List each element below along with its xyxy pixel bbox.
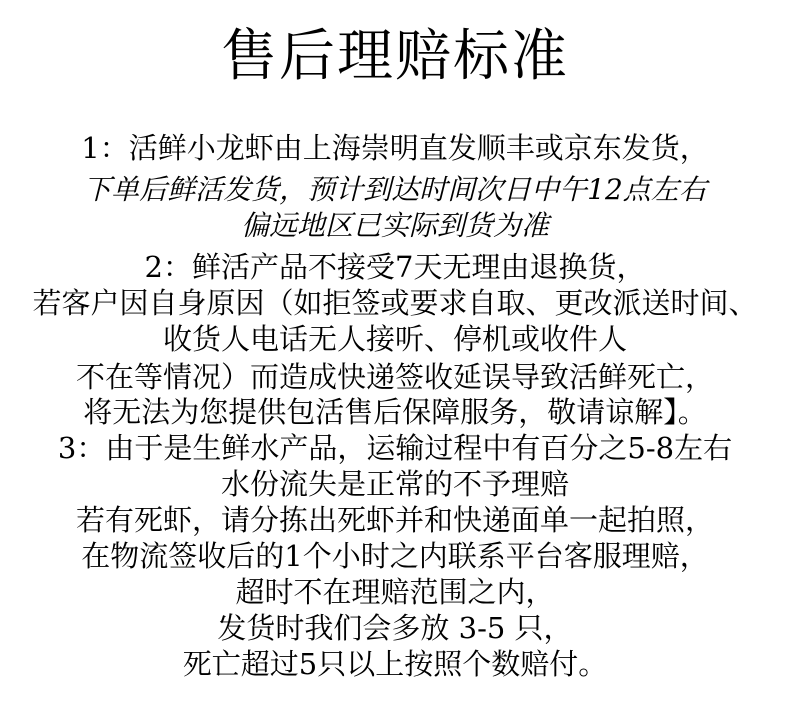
- policy-line-12: 在物流签收后的1个小时之内联系平台客服理赔，: [81, 539, 709, 573]
- policy-line-14: 发货时我们会多放 3-5 只，: [217, 611, 573, 645]
- policy-line-15: 死亡超过5只以上按照个数赔付。: [182, 647, 608, 681]
- policy-line-9: 3：由于是生鲜水产品，运输过程中有百分之5-8左右: [57, 431, 733, 465]
- policy-line-1: 1：活鲜小龙虾由上海崇明直发顺丰或京东发货，: [81, 131, 709, 165]
- policy-line-8: 将无法为您提供包活售后保障服务，敬请谅解】。: [83, 395, 707, 429]
- policy-line-7: 不在等情况）而造成快递签收延误导致活鲜死亡，: [75, 360, 714, 394]
- policy-line-5: 若客户因自身原因（如拒签或要求自取、更改派送时间、: [32, 286, 758, 320]
- policy-line-6: 收货人电话无人接听、停机或收件人: [162, 322, 627, 356]
- policy-line-4: 2：鲜活产品不接受7天无理由退换货，: [144, 250, 646, 284]
- policy-line-11: 若有死虾，请分拣出死虾并和快递面单一起拍照，: [75, 503, 714, 537]
- page-title: 售后理赔标准: [221, 24, 569, 89]
- policy-line-3: 偏远地区已实际到货为准: [240, 209, 549, 242]
- policy-line-13: 超时不在理赔范围之内，: [235, 575, 555, 609]
- policy-line-2: 下单后鲜活发货，预计到达时间次日中午12点左右: [83, 173, 707, 206]
- policy-line-10: 水份流失是正常的不予理赔: [220, 467, 569, 501]
